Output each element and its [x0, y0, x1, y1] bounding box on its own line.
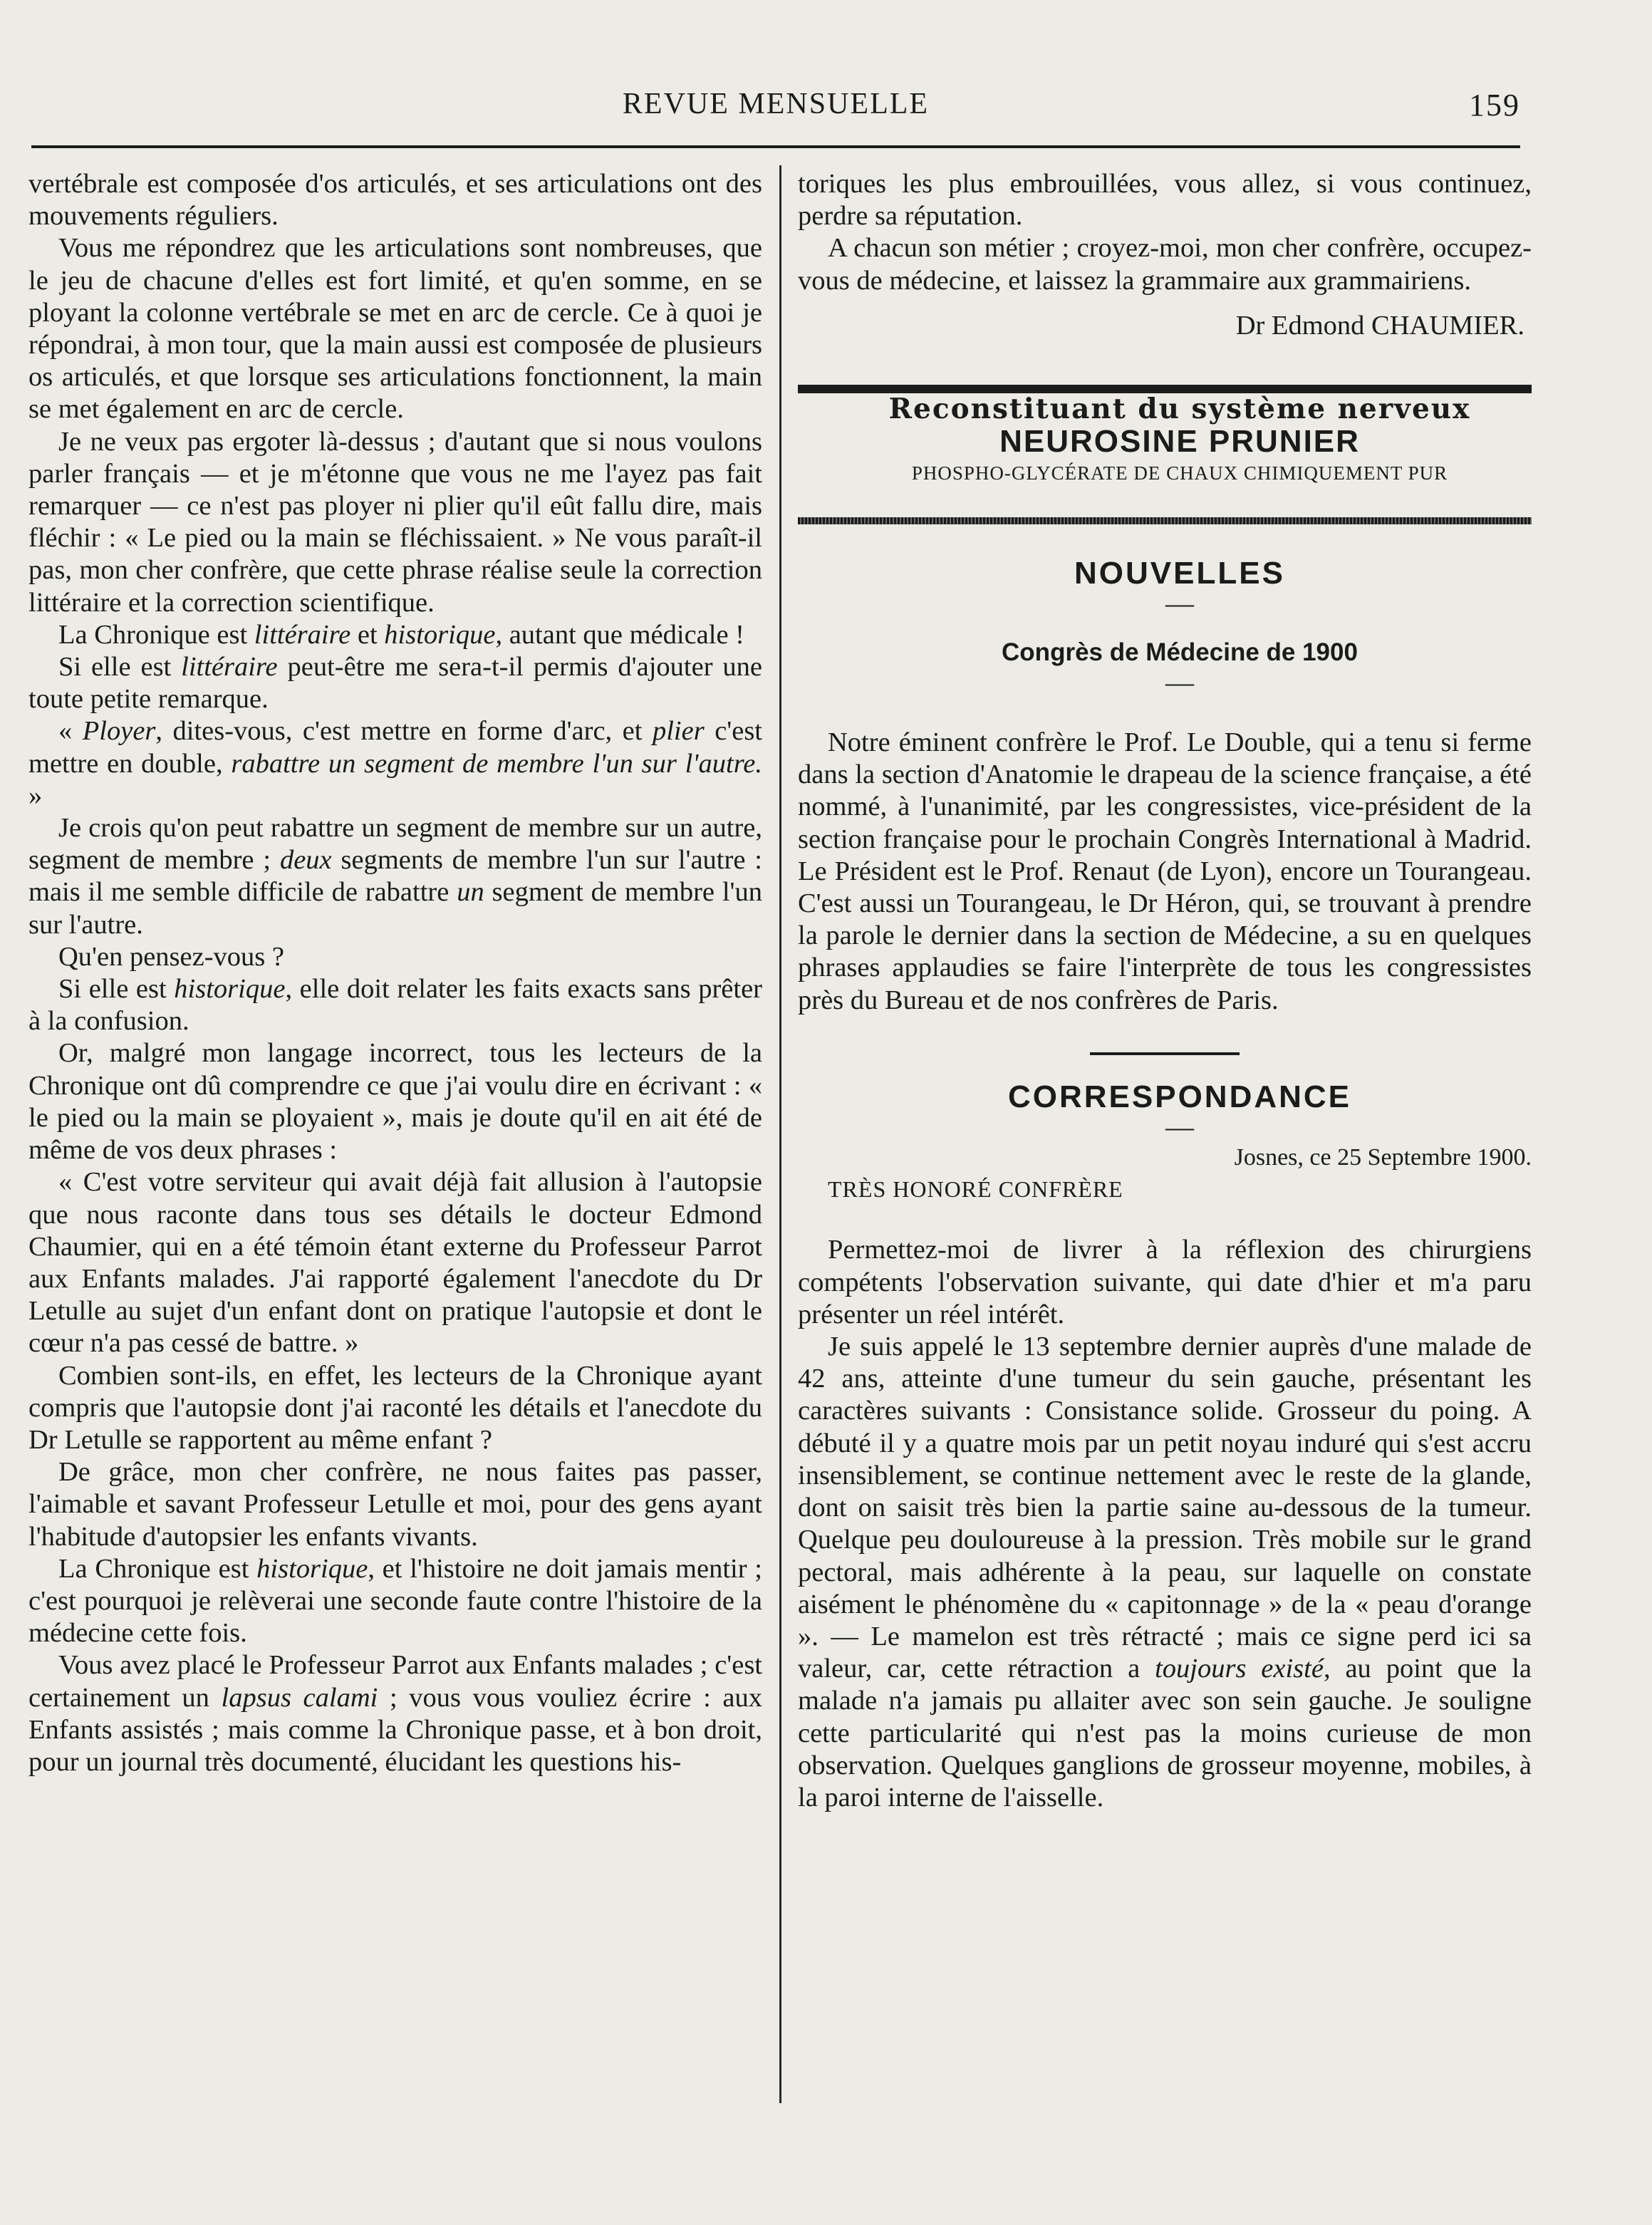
letter-salutation: TRÈS HONORÉ CONFRÈRE — [828, 1176, 1123, 1203]
title-dash: — — [1165, 1111, 1194, 1143]
paragraph: De grâce, mon cher confrère, ne nous faites pas passer, l'aimable et savant Professeur Letulle et moi, pour des gens ayant l'habitude d'autopsier les enfants vivants. — [28, 1457, 762, 1552]
paragraph: A chacun son métier ; croyez-moi, mon cher confrère, occupez-vous de médecine, et laissez la grammaire aux grammairiens. — [798, 233, 1532, 296]
page-header — [31, 84, 1520, 127]
paragraph: Permettez-moi de livrer à la réflexion des chirurgiens compétents l'observation suivante, qui date d'hier et m'a paru présenter un réel intérêt. — [798, 1235, 1532, 1329]
paragraph: Notre éminent confrère le Prof. Le Double, qui a tenu si ferme dans la section d'Anatomie le drapeau de la science française, a été nommé, à l'unanimité, par les congressistes, vice-président de la section française pour le prochain Congrès International à Madrid. Le Président est le Prof. Renaut (de Lyon), encore un Tourangeau. C'est aussi un Tourangeau, le Dr Héron, qui, se trouvant à prendre la parole le dernier dans la section de Médecine, a su en quelques phrases applaudies se faire l'interprète de tous les congressistes près du Bureau et de nos confrères de Paris. — [798, 727, 1532, 1015]
subtitle-dash: — — [1165, 666, 1194, 699]
advertisement-product-name: NEUROSINE PRUNIER — [999, 424, 1360, 460]
paragraph: Or, malgré mon langage incorrect, tous les lecteurs de la Chronique ont dû comprendre ce que j'ai voulu dire en écrivant : « le pied ou la main se ployaient », mais je doute qu'il en ait été de même de vos deux phrases : — [28, 1038, 762, 1166]
paragraph: Vous me répondrez que les articulations sont nombreuses, que le jeu de chacune d'elles est fort limité, et qu'en somme, en se ployant la colonne vertébrale se met en arc de cercle. Ce à quoi je répondrai, à mon tour, que la main aussi est composée de plusieurs os articulés, et que lorsque ses articulations fonctionnent, la main se met également en arc de cercle. — [28, 233, 762, 425]
paragraph: Si elle est littéraire peut-être me sera-t-il permis d'ajouter une toute petite remarque. — [28, 652, 762, 715]
paragraph: Je crois qu'on peut rabattre un segment de membre sur un autre, segment de membre ; deux segments de membre l'un sur l'autre : mais il me semble difficile de rabattre un segment de membre l'un sur l'autre. — [28, 813, 762, 940]
paragraph: La Chronique est littéraire et historique, autant que médicale ! — [58, 619, 744, 650]
left-column — [28, 168, 762, 1778]
column-divider — [779, 165, 781, 2103]
advertisement-rule-bottom — [798, 517, 1532, 524]
paragraph: Combien sont-ils, en effet, les lecteurs de la Chronique ayant compris que l'autopsie dont j'ai raconté les détails et l'anecdote du Dr Letulle se rapportent au même enfant ? — [28, 1360, 762, 1455]
paragraph: Je suis appelé le 13 septembre dernier auprès d'une malade de 42 ans, atteinte d'une tumeur du sein gauche, présentant les caractères suivants : Consistance solide. Grosseur du poing. A débuté il y a quatre mois par un petit noyau induré qui s'est accru insensiblement, se continue nettement avec le reste de la glande, dont on saisit très bien la partie saine au-dessous de la tumeur. Quelque peu douloureuse à la pression. Très mobile sur le grand pectoral, mais adhérente à la peau, sur laquelle on constate aisément le phénomène du « capitonnage » de la « peau d'orange ». — Le mamelon est très rétracté ; mais ce signe perd ici sa valeur, car, cette rétraction a toujours existé, au point que la malade n'a jamais pu allaiter avec son sein gauche. Je souligne cette particularité qui n'est pas la moins curieuse de mon observation. Quelques ganglions de grosseur moyenne, mobiles, à la paroi interne de l'aisselle. — [798, 1332, 1532, 1812]
paragraph: vertébrale est composée d'os articulés, et ses articulations ont des mouvements réguliers. — [28, 169, 762, 232]
paragraph: Si elle est historique, elle doit relater les faits exacts sans prêter à la confusion. — [28, 974, 763, 1037]
paragraph: La Chronique est historique, et l'histoire ne doit jamais mentir ; c'est pourquoi je relèverai une seconde faute contre l'histoire de la médecine cette fois. — [28, 1553, 762, 1649]
page-number: 159 — [1469, 88, 1520, 123]
section-separator — [1090, 1052, 1240, 1055]
right-column — [798, 168, 1532, 1814]
quotation: « C'est votre serviteur qui avait déjà fait allusion à l'autopsie que nous raconte dans tous ses détails le docteur Edmond Chaumier, qui en a été témoin étant externe du Professeur Parrot aux Enfants malades. J'ai rapporté également l'anecdote du Dr Letulle au sujet d'un enfant dont on pratique l'autopsie et dont le cœur n'a pas cessé de battre. » — [28, 1167, 762, 1359]
signature: Dr Edmond CHAUMIER. — [1235, 310, 1524, 341]
paragraph: Vous avez placé le Professeur Parrot aux Enfants malades ; c'est certainement un lapsus calami ; vous vous vouliez écrire : aux Enfants assistés ; mais comme la Chronique passe, et à bon droit, pour un journal très documenté, élucidant les questions his- — [28, 1650, 762, 1777]
title-dash: — — [1165, 586, 1194, 619]
journal-title: REVUE MENSUELLE — [622, 88, 930, 120]
header-rule — [31, 145, 1520, 148]
paragraph: Je ne veux pas ergoter là-dessus ; d'autant que si nous voulons parler français — et je m'étonne que vous ne me l'ayez pas fait remarquer — ce n'est pas ployer ni plier qu'il eût fallu dire, mais fléchir : « Le pied ou la main se fléchissaient. » Ne vous paraît-il pas, mon cher confrère, que cette phrase réalise seule la correction littéraire et la correction scientifique. — [28, 426, 762, 618]
letter-dateline: Josnes, ce 25 Septembre 1900. — [1234, 1144, 1532, 1171]
advertisement-tagline: Reconstituant du système nerveux — [888, 393, 1471, 426]
section-title-nouvelles: NOUVELLES — [1074, 555, 1285, 591]
section-title-correspondance: CORRESPONDANCE — [1007, 1079, 1352, 1114]
section-subtitle: Congrès de Médecine de 1900 — [1002, 638, 1358, 666]
paragraph: toriques les plus embrouillées, vous allez, si vous continuez, perdre sa réputation. — [798, 169, 1532, 232]
advertisement-description: PHOSPHO-GLYCÉRATE DE CHAUX CHIMIQUEMENT PUR — [911, 462, 1448, 484]
paragraph: Qu'en pensez-vous ? — [58, 941, 284, 972]
quotation: « Ployer, dites-vous, c'est mettre en forme d'arc, et plier c'est mettre en double, rabattre un segment de membre l'un sur l'autre. » — [28, 716, 763, 811]
